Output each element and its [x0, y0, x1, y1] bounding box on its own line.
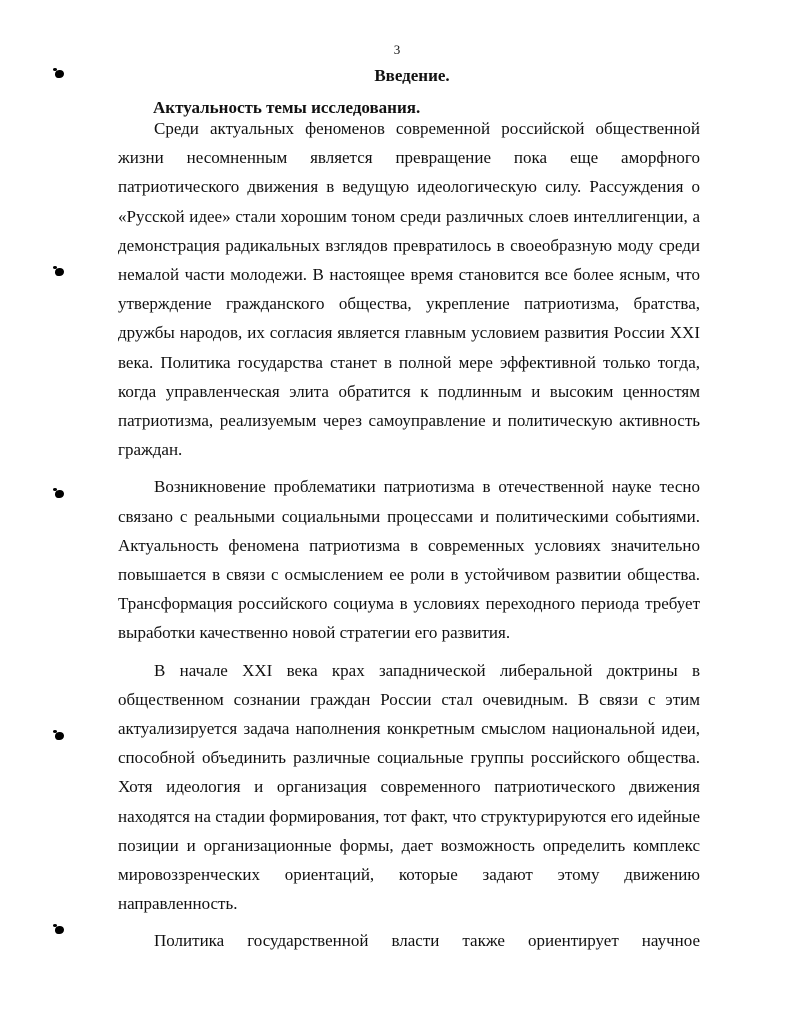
- punch-hole-icon: [55, 732, 64, 740]
- paragraph-4: Политика государственной власти также ориентирует научное: [154, 931, 700, 951]
- paragraph-3: В начале XXI века крах западнической либеральной доктрины в общественном сознании граждан России стал очевидным. В связи с этим актуализируется задача наполнения конкретным смыслом национальной идеи, способной объединить различные социальные группы российского общества. Хотя идеология и организация современного патриотического движения находятся на стадии формирования, тот факт, что структурируются его идейные позиции и организационные формы, дает возможность определить комплекс мировоззренческих ориентаций, которые задают этому движению направленность.: [118, 660, 700, 914]
- punch-hole-icon: [55, 70, 64, 78]
- punch-hole-icon: [55, 268, 64, 276]
- section-title: Введение.: [374, 66, 450, 85]
- page-number: 3: [393, 42, 401, 57]
- punch-hole-icon: [55, 926, 64, 934]
- section-subtitle: Актуальность темы исследования.: [153, 98, 421, 117]
- paragraph-2: Возникновение проблематики патриотизма в отечественной науке тесно связано с реальными социальными процессами и политическими событиями. Актуальность феномена патриотизма в современных условиях значительно повышается в связи с осмыслением ее роли в устойчивом развитии общества. Трансформация российского социума в условиях переходного периода требует выработки качественно новой стратегии его развития.: [118, 477, 700, 643]
- body-text: [118, 114, 700, 964]
- punch-hole-icon: [55, 490, 64, 498]
- paragraph-1: Среди актуальных феноменов современной российской общественной жизни несомненным является превращение пока еще аморфного патриотического движения в ведущую идеологическую силу. Рассуждения о «Русской идее» стали хорошим тоном среди различных слоев интеллигенции, а демонстрация радикальных взглядов превратилось в своеобразную моду среди немалой части молодежи. В настоящее время становится все более ясным, что утверждение гражданского общества, укрепление патриотизма, братства, дружбы народов, их согласия является главным условием развития России XXI века. Политика государства станет в полной мере эффективной только тогда, когда управленческая элита обратится к подлинным и высоким ценностям патриотизма, реализуемым через самоуправление и политическую активность граждан.: [118, 119, 700, 460]
